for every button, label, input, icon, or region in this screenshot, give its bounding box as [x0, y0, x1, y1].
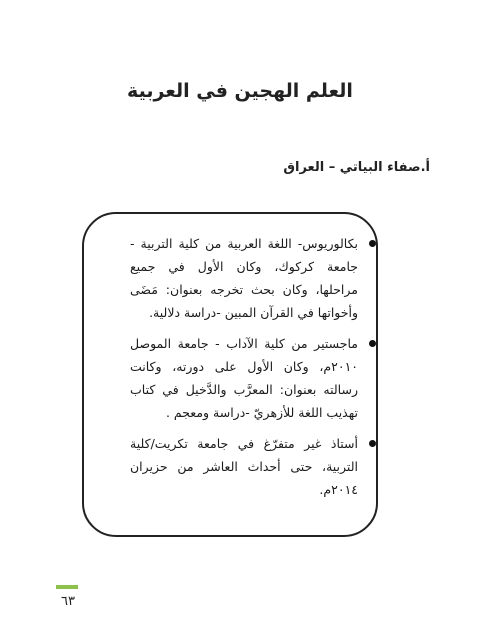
bio-item-text: بكالوريوس- اللغة العربية من كلية التربية - جامعة كركوك، وكان الأول في جميع مراحلها، وكان بحث تخرجه بعنوان: مَضَى وأخواتها في القرآن المبين -دراسة دلالية. — [130, 236, 358, 320]
bio-box — [82, 212, 378, 537]
bullet-icon — [369, 440, 376, 447]
bullet-icon — [369, 340, 376, 347]
page-title: العلم الهجين في العربية — [127, 80, 353, 102]
bio-item-master — [130, 332, 362, 424]
author-line: أ.صفاء البياتي – العراق — [283, 160, 430, 175]
bullet-icon — [369, 240, 376, 247]
footer-accent-line — [56, 585, 78, 589]
bio-item-position — [130, 432, 362, 501]
bio-list — [130, 232, 362, 509]
page-number: ٦٣ — [61, 594, 75, 609]
bio-item-bachelor — [130, 232, 362, 324]
bio-item-text: أستاذ غير متفرّغ في جامعة تكريت/كلية التربية، حتى أحداث العاشر من حزيران ٢٠١٤م. — [130, 436, 358, 497]
bio-item-text: ماجستير من كلية الآداب - جامعة الموصل ٢٠١٠م، وكان الأول على دورته، وكانت رسالته بعنوان: المعرَّب والدَّخيل في كتاب تهذيب اللغة للأزهريّ -دراسة ومعجم . — [130, 336, 358, 420]
